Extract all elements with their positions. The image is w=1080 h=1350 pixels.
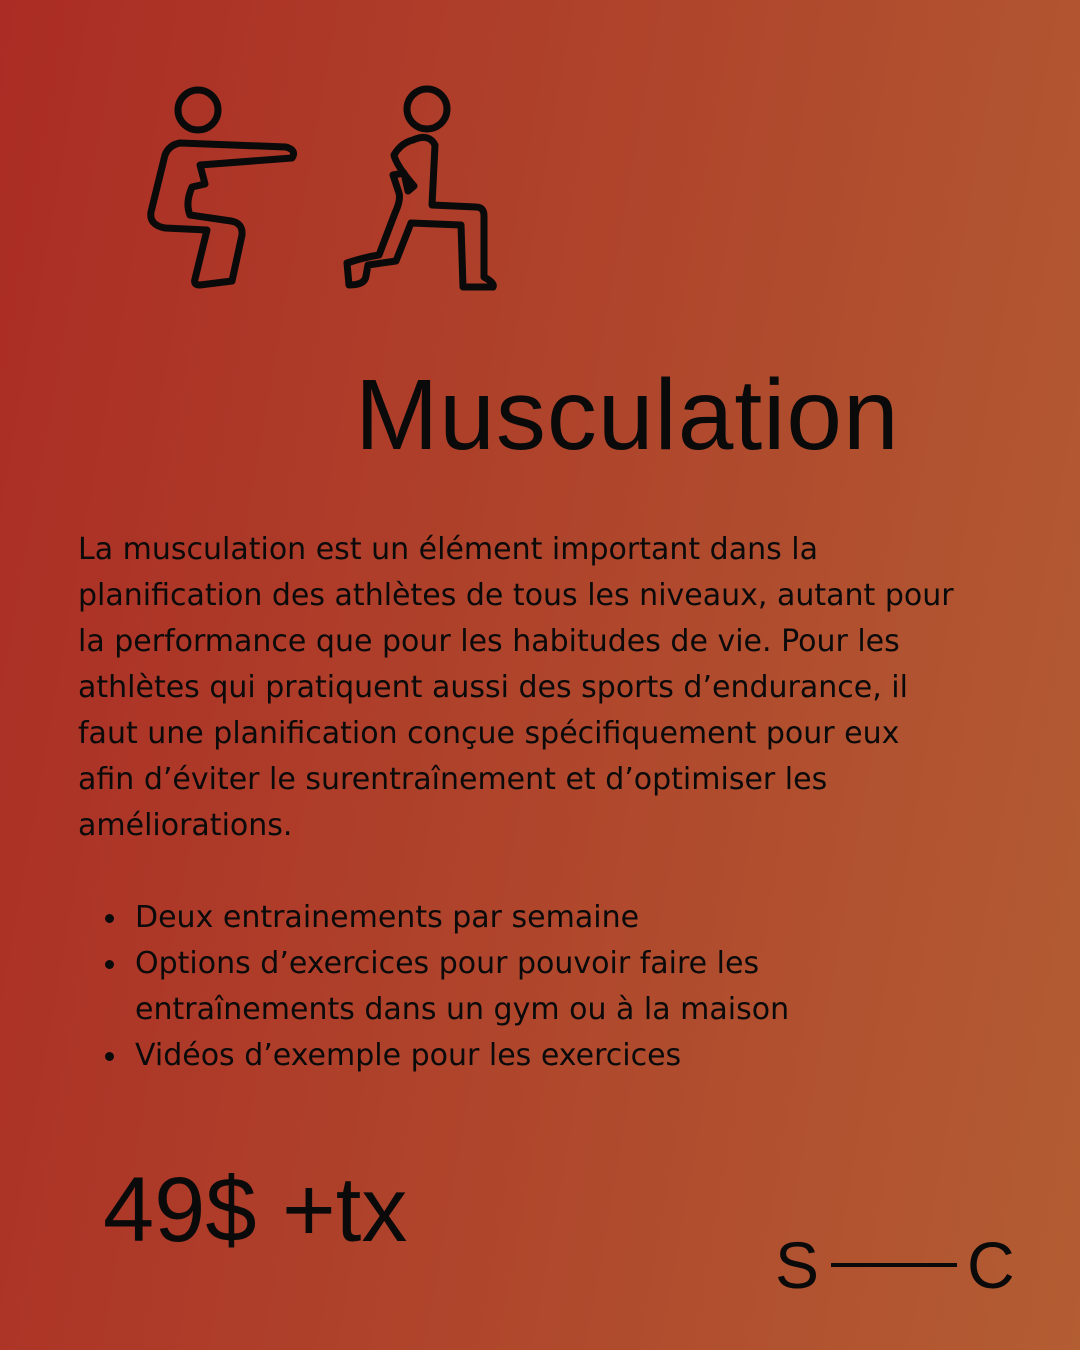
price-label: 49$ +tx (103, 1159, 408, 1261)
page-title: Musculation (355, 359, 900, 471)
list-item: Options d’exercices pour pouvoir faire les entraînements dans un gym ou à la maison (78, 941, 958, 1033)
squat-icon (145, 85, 305, 295)
logo-divider (831, 1263, 957, 1267)
description-text: La musculation est un élément important dans la planification des athlètes de tous les niveaux, autant pour la performance que pour les habitudes de vie. Pour les athlètes qui pratiquent aussi des sports d’endurance, il faut une planification conçue spécifiquement pour eux afin d’éviter le surentraînement et d’optimiser les améliorations. (78, 532, 954, 843)
brand-logo (775, 1228, 1015, 1302)
list-item: Deux entrainements par semaine (78, 895, 958, 941)
list-item: Vidéos d’exemple pour les exercices (78, 1033, 958, 1079)
feature-list (78, 895, 958, 1079)
logo-letter-left: S (775, 1228, 820, 1302)
logo-letter-right: C (967, 1228, 1015, 1302)
lunge-icon (335, 85, 505, 295)
